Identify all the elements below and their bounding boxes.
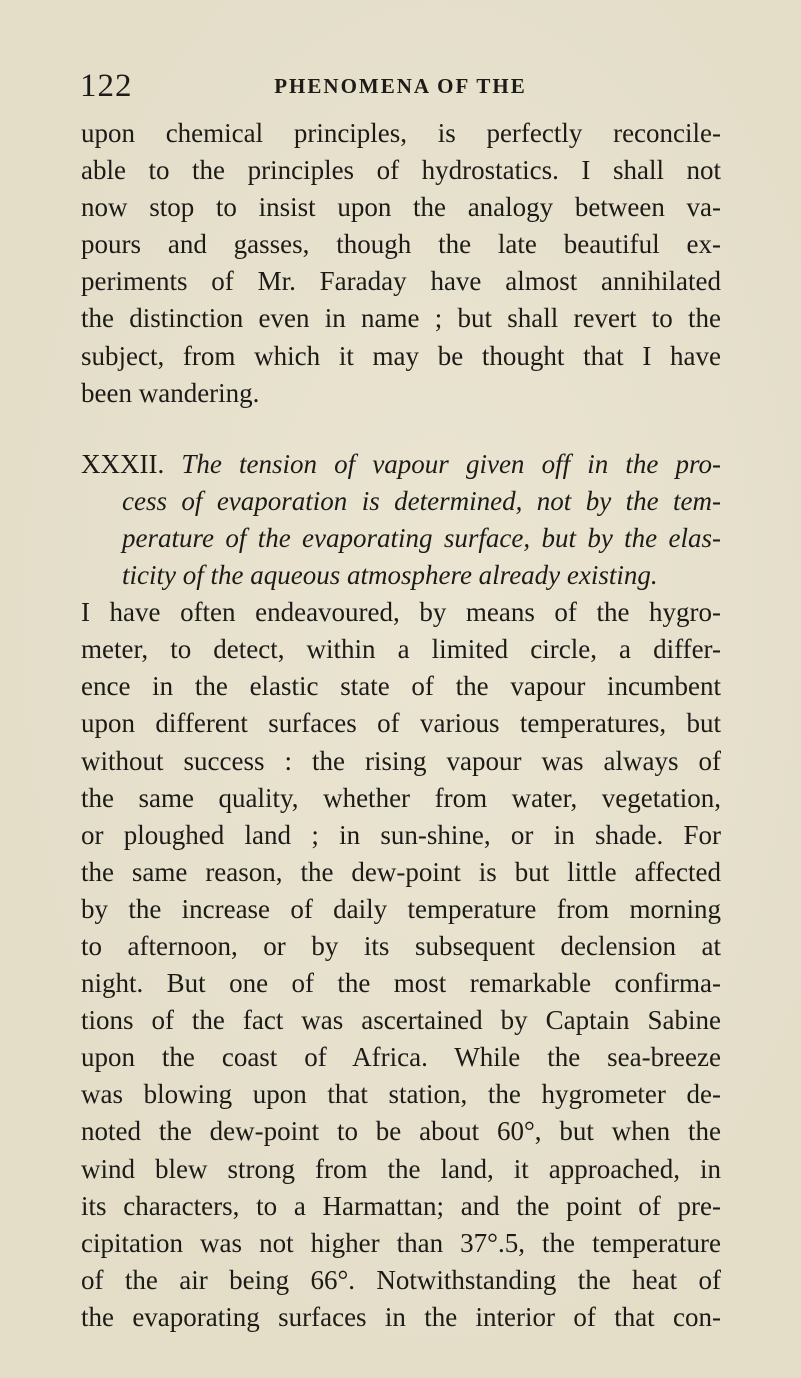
text-line: noted the dew-point to be about 60°, but when the xyxy=(81,1116,721,1147)
text-line: ence in the elastic state of the vapour incumbent xyxy=(81,671,721,702)
text-line: now stop to insist upon the analogy between va- xyxy=(81,192,721,223)
heading-line: cess of evaporation is determined, not by the tem- xyxy=(122,485,721,516)
text-line: the distinction even in name ; but shall revert to the xyxy=(81,303,721,334)
heading-line: ticity of the aqueous atmosphere already existing. xyxy=(122,560,658,591)
text-line: to afternoon, or by its subsequent declension at xyxy=(81,930,721,961)
text-line: subject, from which it may be thought that I have xyxy=(81,340,721,371)
section-number: XXXII. xyxy=(81,448,165,479)
text-line: wind blew strong from the land, it approached, in xyxy=(81,1153,721,1184)
text-line: of the air being 66°. Notwithstanding the heat of xyxy=(81,1264,721,1295)
text-line: able to the principles of hydrostatics. I shall not xyxy=(81,155,721,186)
body-text xyxy=(81,115,721,1336)
text-line: or ploughed land ; in sun-shine, or in shade. For xyxy=(81,819,721,850)
text-line: meter, to detect, within a limited circle, a differ- xyxy=(81,634,721,665)
text-line: periments of Mr. Faraday have almost annihilated xyxy=(81,266,721,297)
text-line: upon different surfaces of various temperatures, but xyxy=(81,708,721,739)
text-line: the same quality, whether from water, vegetation, xyxy=(81,782,721,813)
section-heading-line-1 xyxy=(81,446,721,483)
section-heading xyxy=(81,446,721,594)
running-head: PHENOMENA OF THE xyxy=(274,74,527,98)
page-header xyxy=(0,66,801,106)
paragraph-1 xyxy=(81,115,721,412)
text-line: without success : the rising vapour was always of xyxy=(81,745,721,776)
paragraph-2 xyxy=(81,594,721,1336)
text-line: I have often endeavoured, by means of the hygro- xyxy=(81,597,721,628)
text-line: tions of the fact was ascertained by Captain Sabine xyxy=(81,1005,721,1036)
text-line: the evaporating surfaces in the interior of that con- xyxy=(81,1301,721,1332)
text-line: the same reason, the dew-point is but little affected xyxy=(81,856,721,887)
text-line: was blowing upon that station, the hygrometer de- xyxy=(81,1079,721,1110)
text-line: been wandering. xyxy=(81,377,260,408)
heading-line: perature of the evaporating surface, but by the elas- xyxy=(122,522,721,553)
text-line: pours and gasses, though the late beautiful ex- xyxy=(81,229,721,260)
text-line: its characters, to a Harmattan; and the point of pre- xyxy=(81,1190,721,1221)
page-number: 122 xyxy=(80,68,133,104)
text-line: cipitation was not higher than 37°.5, the temperature xyxy=(81,1227,721,1258)
section-gap xyxy=(81,412,721,446)
heading-text: The tension of vapour given off in the pro- xyxy=(181,448,721,479)
text-line: upon the coast of Africa. While the sea-breeze xyxy=(81,1042,721,1073)
text-line: night. But one of the most remarkable confirma- xyxy=(81,968,721,999)
text-line: upon chemical principles, is perfectly reconcile- xyxy=(81,118,721,148)
text-line: by the increase of daily temperature from morning xyxy=(81,893,721,924)
